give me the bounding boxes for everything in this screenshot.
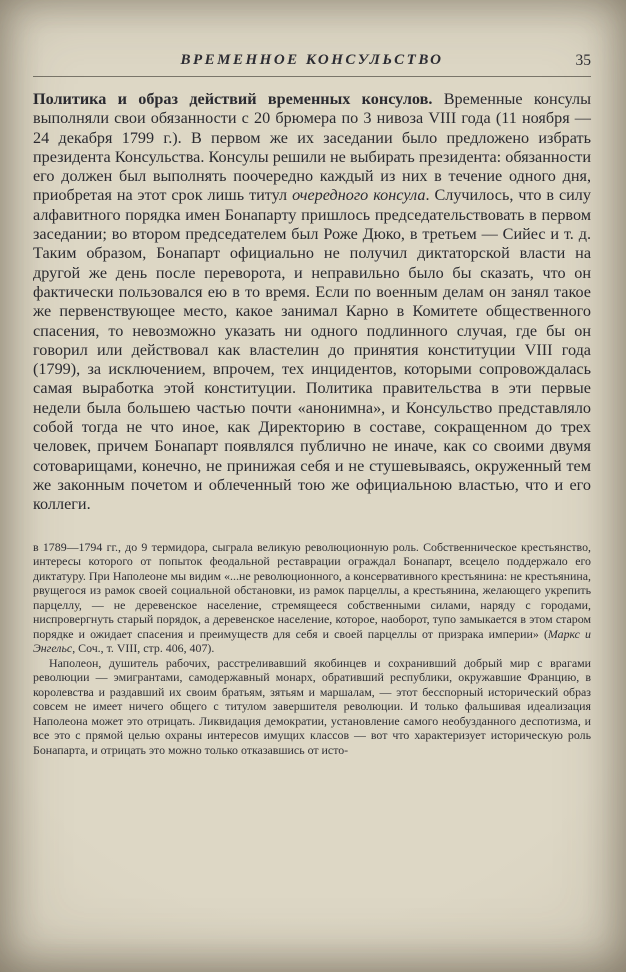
footnote-text: в 1789—1794 гг., до 9 термидора, сыграла великую революционную роль. Собственническое крестьянство, интересы которого от попыток феодальной реставрации ограждал Бонапарт, всецело поддержало его диктатуру. При Наполеоне мы видим «...не революционного, а консервативного крестьянина: не крестьянина, рвущегося из рамок своей социальной обстановки, из рамок парцеллы, а крестьянина, желающего укрепить парцеллу, — не деревенское население, стремящееся собственными силами, наряду с городами, ниспровергнуть старый порядок, а деревенское население, которое, наоборот, тупо замыкается в этом старом порядке и ожидает спасения и преимуществ для себя и своей парцеллы от призрака империи» ( — [33, 539, 591, 641]
footnote-citation-authors: Маркс и Энгельс — [33, 626, 591, 656]
footnote-paragraph-2: Наполеон, душитель рабочих, расстреливавший якобинцев и сохранивший добрый мир с врагами революции — эмигрантами, самодержавный монарх, обративший республики, окружавшие Францию, в королевства и раздавший их своим братьям, зятьям и маршалам, — этот бесспорный исторический образ совсем не имеет ничего общего с титулом завершителя революции. И только фальшивая идеализация Наполеона может это отрицать. Ликвидация демократии, установление самого необузданного деспотизма, и все это с прямой целью охраны интересов имущих классов — вот что характеризует историческую роль Бонапарта, и отрицать это можно только отказавшись от исто- — [33, 655, 591, 757]
paragraph-text-continued: . Случилось, что в силу алфавитного порядка имен Бонапарту пришлось председательствовать в первом заседании; во втором председателем был Роже Дюко, в третьем — Сийес и т. д. Таким образом, Бонапарт официально не получил диктаторской власти на другой же день после переворота, и неправильно было бы сказать, что он фактически пользовался ею в то время. Если по военным делам он занял такое же первенствующее место, какое занимал Карно в Комитете общественного спасения, то невозможно указать ни одного подлинного случая, где бы он говорил или действовал как властелин до принятия конституции VIII года (1799), за исключением, впрочем, тех инцидентов, которыми сопровождалась самая выработка этой конституции. Политика правительства в эти первые недели была большею частью почти «анонимна», и Консульство представляло собой тогда не что иное, как Директорию в составе, сокращенном до трех человек, причем Бонапарт появлялся публично не иначе, как со своими двумя сотоварищами, конечно, не принижая себя и не стушевываясь, окруженный тем же законным почетом и облеченный тою же официальною властью, что и его коллеги. — [33, 186, 591, 514]
footnote-block — [33, 540, 591, 758]
paragraph-italic-term: очередного консула — [292, 186, 426, 205]
main-text-block — [33, 90, 591, 515]
page-number: 35 — [575, 52, 591, 69]
page-header — [33, 52, 591, 69]
running-title: ВРЕМЕННОЕ КОНСУЛЬСТВО — [180, 52, 444, 68]
footnote-citation-rest: , Соч., т. VIII, стр. 406, 407). — [72, 641, 215, 656]
footnote-paragraph-1 — [33, 540, 591, 656]
main-paragraph — [33, 90, 591, 515]
header-rule — [33, 76, 591, 77]
paragraph-lead-bold: Политика и образ действий временных консулов. — [33, 90, 433, 108]
paragraph-text: Временные консулы выполняли свои обязанности с 20 брюмера по 3 нивоза VIII года (11 ноября — 24 декабря 1799 г.). В первом же их заседании было предложено избрать президента Консульства. Консулы решили не выбирать президента: обязанности его должен был выполнять поочередно каждый из них в течение одного дня, приобретая на этот срок лишь титул — [33, 90, 591, 205]
